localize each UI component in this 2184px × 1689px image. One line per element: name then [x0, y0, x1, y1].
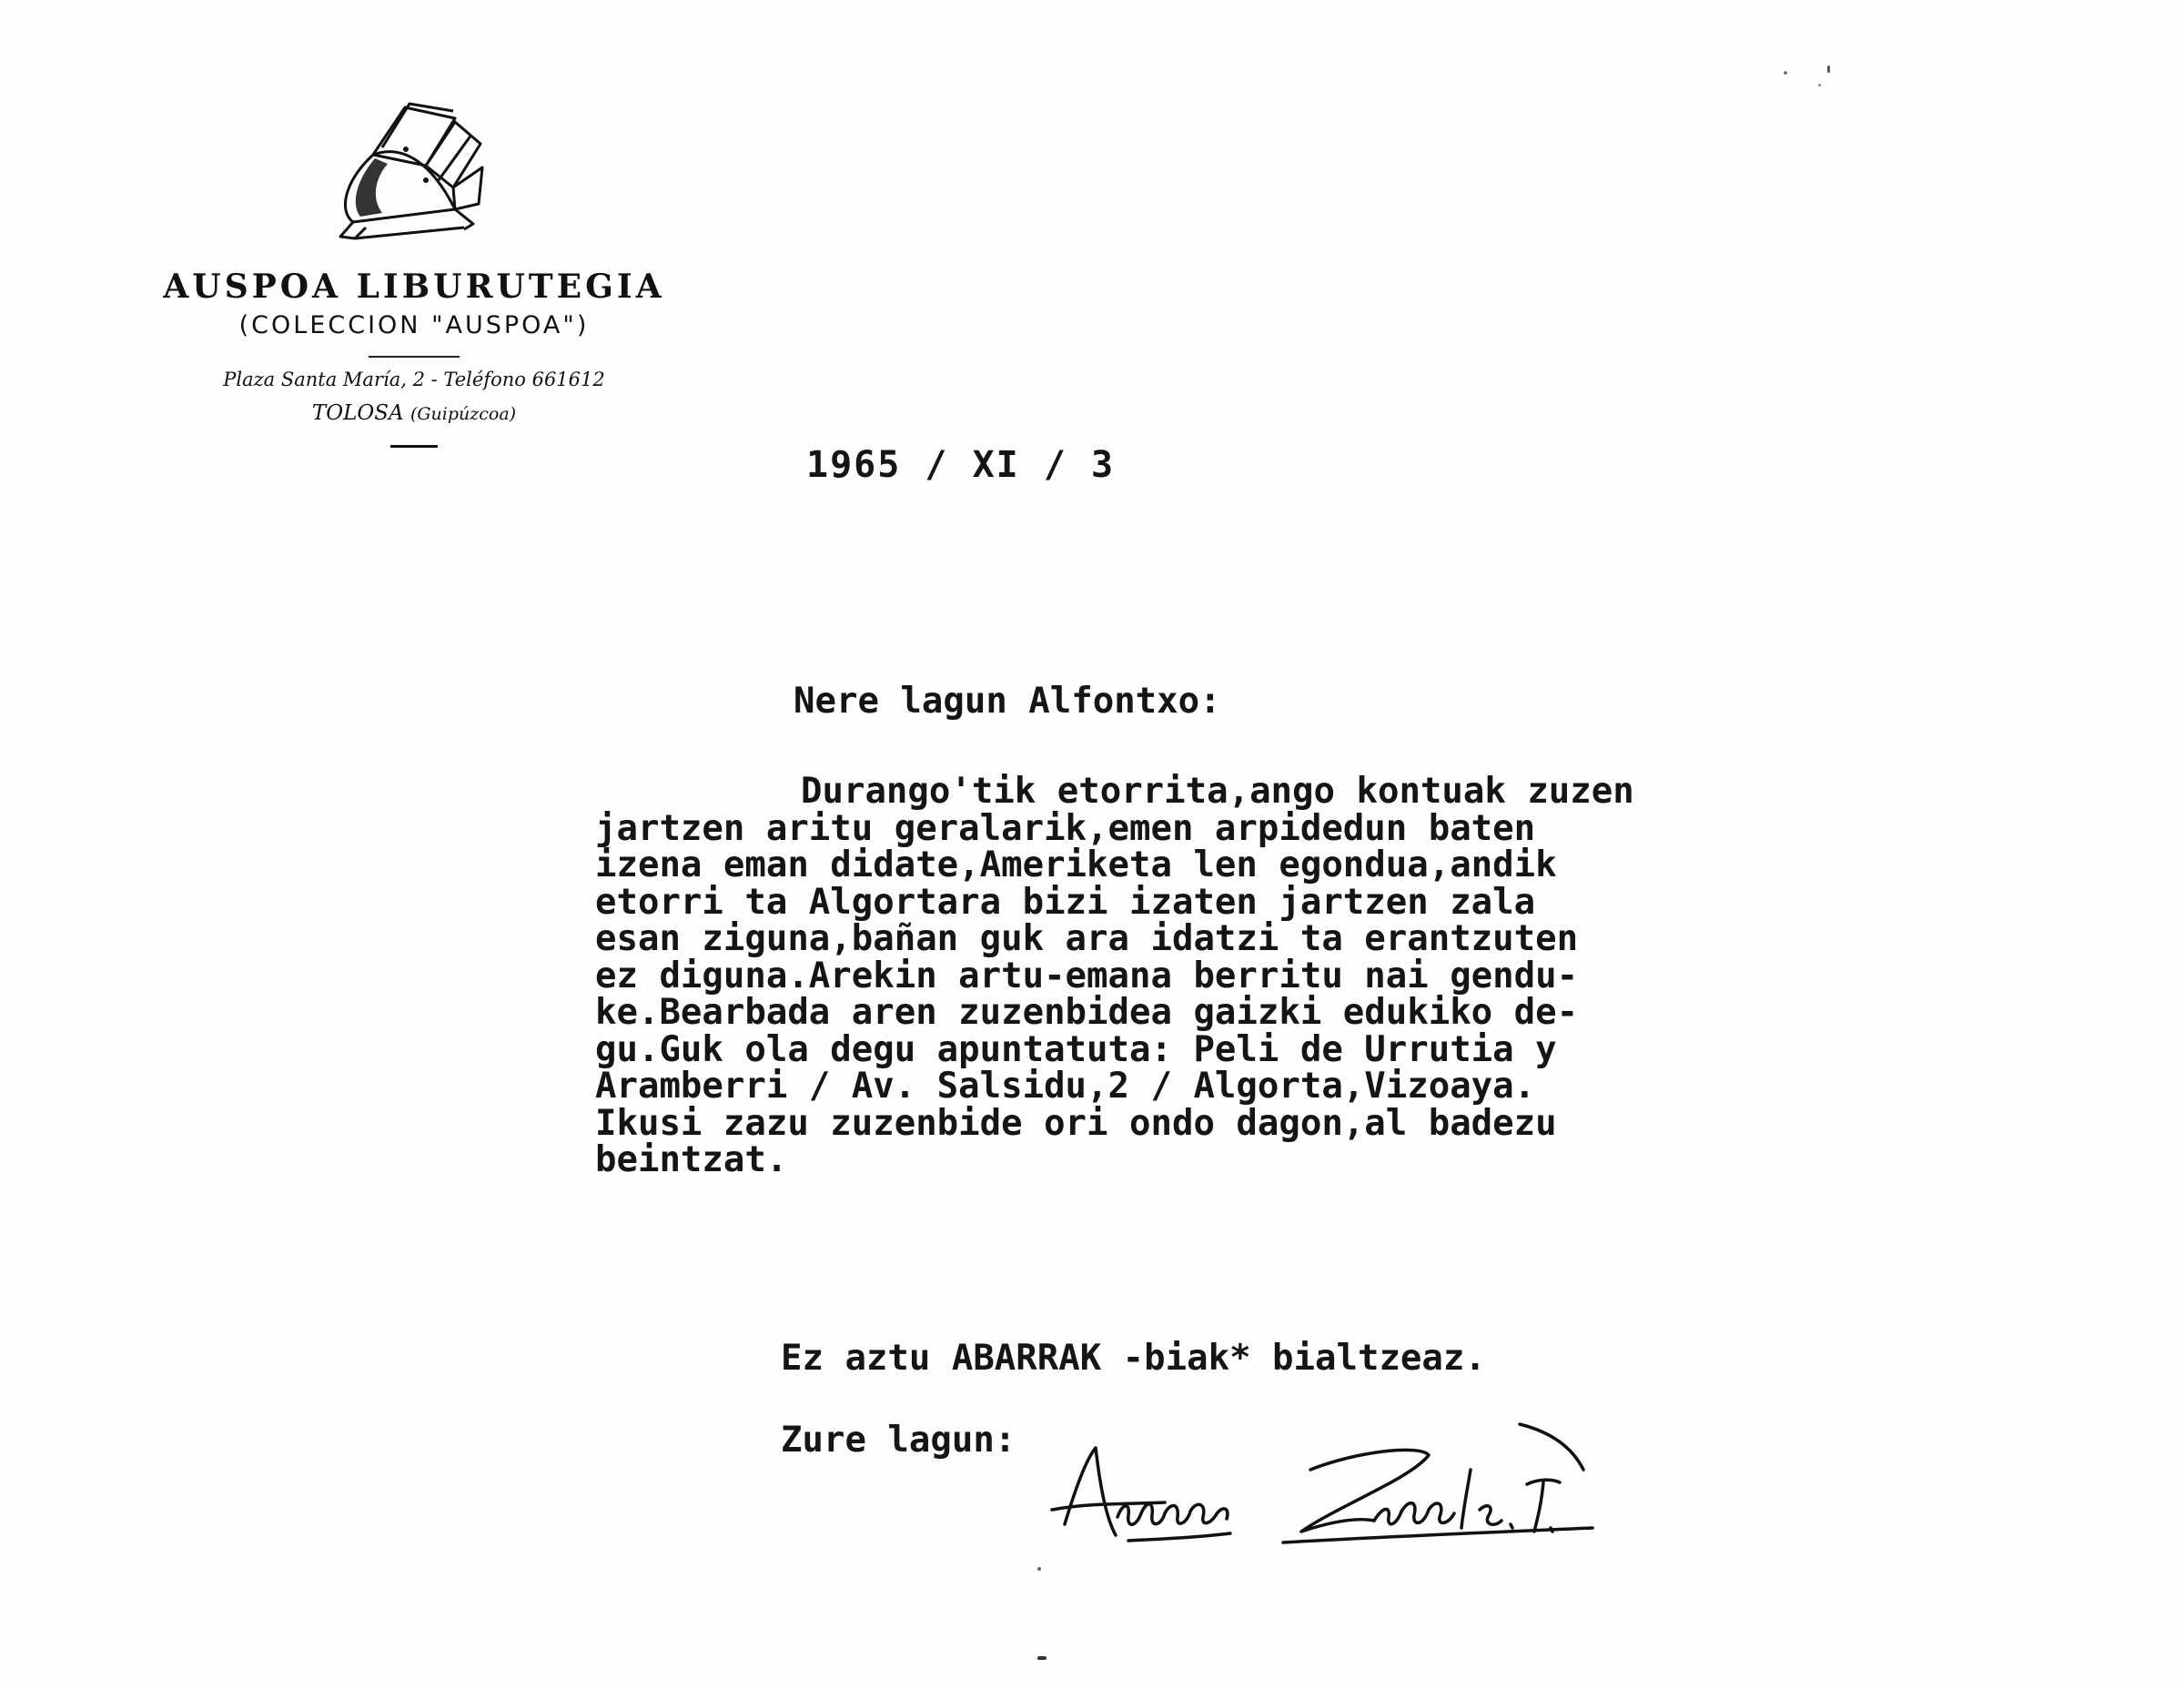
paper-speck [1784, 71, 1787, 75]
body-line: jartzen aritu geralarik,emen arpidedun baten [595, 807, 1536, 849]
paper-speck [1827, 66, 1830, 73]
body-line: ke.Bearbada aren zuzenbidea gaizki edukiko de- [595, 992, 1579, 1033]
organization-name: AUSPOA LIBURUTEGIA [163, 268, 665, 306]
letter-date: 1965 / XI / 3 [806, 444, 1116, 486]
letterhead-short-divider [390, 445, 438, 448]
paper-speck [1037, 1656, 1046, 1660]
body-line: gu.Guk ola degu apuntatuta: Peli de Urrutia y [595, 1028, 1557, 1070]
body-line: ez diguna.Arekin artu-emana berritu nai gendu- [595, 955, 1579, 996]
body-line: beintzat. [595, 1139, 788, 1180]
paper-speck [1818, 84, 1821, 86]
body-line: esan ziguna,bañan guk ara idatzi ta erantzuten [595, 918, 1579, 959]
letter-postscript: Ez aztu ABARRAK -biak* bialtzeaz. [781, 1338, 1486, 1379]
letterhead-city: TOLOSA [311, 401, 404, 425]
paper-speck [1037, 1567, 1041, 1571]
letter-closing: Zure lagun: [781, 1420, 1016, 1461]
body-line: Aramberri / Av. Salsidu,2 / Algorta,Vizoaya. [595, 1066, 1536, 1107]
letterhead-city-line [100, 401, 728, 425]
letter-body [595, 771, 1887, 1180]
letterhead [100, 91, 728, 448]
bellows-icon [318, 91, 510, 255]
body-line: etorri ta Algortara bizi izaten jartzen zala [595, 881, 1536, 923]
body-line: Durango'tik etorrita,ango kontuak zuzen [801, 771, 1634, 812]
letterhead-address: Plaza Santa María, 2 - Teléfono 661612 [223, 369, 605, 390]
letter-salutation: Nere lagun Alfontxo: [794, 681, 1221, 722]
organization-subtitle: (COLECCION "AUSPOA") [238, 311, 590, 339]
handwritten-signature [1028, 1415, 1647, 1597]
letterhead-divider [369, 356, 460, 358]
body-line: izena eman didate,Ameriketa len egondua,andik [595, 844, 1557, 885]
letterhead-province: (Guipúzcoa) [410, 404, 517, 424]
body-line: Ikusi zazu zuzenbide ori ondo dagon,al badezu [595, 1102, 1557, 1144]
